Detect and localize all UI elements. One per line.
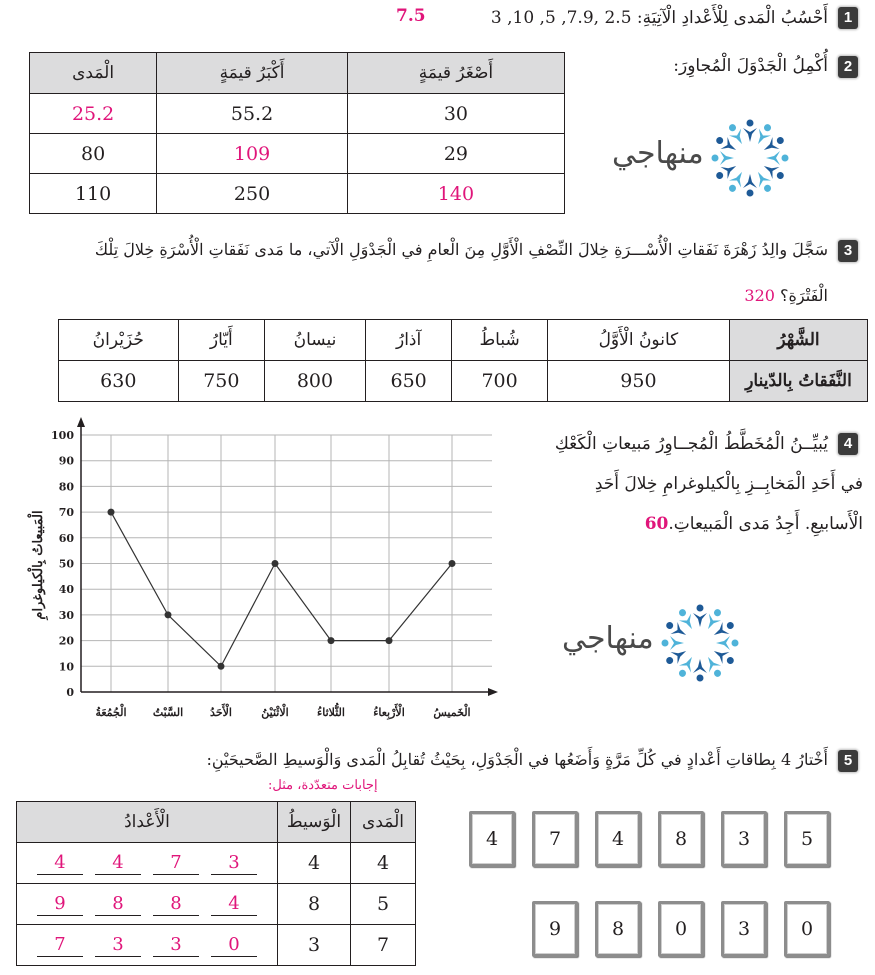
x-tick-label: الثُّلاثاءُ — [317, 706, 345, 719]
logo-text: منهاجي — [612, 136, 704, 171]
header-range: الْمَدى — [30, 53, 157, 94]
cell-numbers — [17, 843, 278, 884]
cell-min: 30 — [347, 94, 564, 134]
question-4-text-line1: يُبيِّــنُ الْمُخَطَّطُ الْمُجــاوِرُ مَبيعاتِ الْكَعْكِ — [554, 434, 828, 454]
logo-text: منهاجي — [562, 621, 654, 656]
y-tick-label: 80 — [58, 480, 74, 494]
number-blank[interactable]: 9 — [37, 893, 83, 916]
cell-range: 110 — [30, 174, 157, 214]
expense-cell: 700 — [452, 361, 547, 402]
cell-max: 109 — [157, 134, 348, 174]
number-card[interactable]: 7 — [532, 811, 578, 867]
expense-cell: 950 — [547, 361, 729, 402]
logo-figure — [766, 151, 789, 165]
y-tick-labels — [51, 429, 74, 699]
question-4-text-line2: في أَحَدِ الْمَخابِــزِ بِالْكيلوغرامِ خِلالَ أَحَدِ — [594, 474, 863, 494]
number-blank[interactable]: 8 — [95, 893, 141, 916]
question-1-text — [491, 4, 828, 32]
data-point — [449, 560, 456, 567]
question-3-text-line1: سَجَّلَ والِدُ زَهْرَةَ نَفَقاتِ الْأُسْـــرَةِ خِلالَ النِّصْفِ الْأَوَّلِ مِنَ الْعامِ في الْجَدْوَلِ الْآتي، ما مَدى نَفَقاتِ الْأُسْرَةِ خِلالَ تِلْكَ — [94, 240, 828, 259]
number-card[interactable]: 3 — [721, 811, 767, 867]
x-tick-label: الْخَميسُ — [433, 706, 471, 719]
month-cell: آذارُ — [365, 320, 452, 361]
table-row — [17, 884, 416, 925]
y-tick-label: 30 — [58, 608, 74, 622]
month-cell: شُباطُ — [452, 320, 547, 361]
question-3-prompt-end: الْفَتْرَةِ؟ — [780, 286, 828, 305]
question-3-text-line2 — [744, 282, 828, 310]
data-point — [165, 611, 172, 618]
number-card[interactable]: 9 — [532, 901, 578, 957]
question-number-badge: 1 — [838, 7, 858, 29]
number-card[interactable]: 5 — [784, 811, 830, 867]
cell-max: 55.2 — [157, 94, 348, 134]
table-row — [59, 361, 868, 402]
number-blank[interactable]: 4 — [37, 852, 83, 875]
question-1-prompt: أَحْسُبُ الْمَدى لِلْأَعْدادِ الْآتِيَةِ: 2.5 ,7.9, 5, 10, 3 — [490, 8, 828, 28]
number-blank[interactable]: 7 — [37, 934, 83, 957]
y-tick-label: 50 — [58, 557, 74, 571]
y-tick-label: 60 — [58, 531, 74, 545]
number-card[interactable]: 4 — [595, 811, 641, 867]
range-table — [29, 52, 565, 214]
number-blank[interactable]: 3 — [153, 934, 199, 957]
cell-numbers — [17, 925, 278, 966]
month-cell: نيسانُ — [265, 320, 366, 361]
range-median-table — [16, 801, 416, 966]
number-card[interactable]: 0 — [784, 901, 830, 957]
header-min: أَصْغَرُ قيمَةٍ — [347, 53, 564, 94]
chart-grid — [81, 435, 492, 692]
number-blank[interactable]: 7 — [153, 852, 199, 875]
sales-line-chart — [0, 415, 500, 725]
logo-emblem-icon — [660, 603, 740, 683]
cell-range: 7 — [351, 925, 416, 966]
table-row — [30, 174, 565, 214]
logo-figure — [712, 151, 735, 165]
manhaji-logo — [612, 118, 792, 198]
y-tick-label: 70 — [58, 506, 74, 520]
header-median: الْوَسيطُ — [278, 802, 351, 843]
logo-emblem-icon — [710, 118, 790, 198]
y-tick-label: 0 — [66, 686, 74, 699]
question-4-text-line3 — [645, 510, 863, 538]
header-range: الْمَدى — [351, 802, 416, 843]
expense-cell: 650 — [365, 361, 452, 402]
cell-min: 29 — [347, 134, 564, 174]
question-5-text: أَخْتارُ 4 بِطاقاتِ أَعْدادٍ في كُلِّ مَرَّةٍ وَأَضَعُها في الْجَدْوَلِ، بِحَيْثُ تُقابِلُ الْمَدى وَالْوَسيطِ الصَّحيحَيْنِ: — [206, 750, 828, 769]
data-point — [218, 663, 225, 670]
expense-cell: 630 — [59, 361, 179, 402]
cell-range: 5 — [351, 884, 416, 925]
number-blank[interactable]: 4 — [95, 852, 141, 875]
data-point — [386, 637, 393, 644]
number-card[interactable]: 3 — [721, 901, 767, 957]
question-3-answer: 320 — [744, 286, 775, 305]
number-blank[interactable]: 0 — [211, 934, 257, 957]
cell-median: 3 — [278, 925, 351, 966]
question-1-answer: 7.5 — [396, 6, 426, 26]
cell-range: 80 — [30, 134, 157, 174]
y-axis-arrow-icon — [77, 417, 85, 427]
x-tick-label: الْجُمُعَةُ — [95, 706, 127, 719]
row-header-month: الشَّهْرُ — [730, 320, 868, 361]
y-tick-label: 10 — [58, 660, 74, 674]
question-4-answer: 60 — [644, 514, 669, 534]
month-cell: كانونُ الْأَوَّلُ — [547, 320, 729, 361]
row-header-expenses: النَّفَقاتُ بِالدّينارِ — [730, 361, 868, 402]
number-card[interactable]: 0 — [658, 901, 704, 957]
question-number-badge: 4 — [838, 433, 858, 455]
cell-max: 250 — [157, 174, 348, 214]
x-tick-label: الْاثْنَيْنُ — [261, 706, 289, 719]
logo-figure — [716, 636, 739, 650]
table-row — [17, 843, 416, 884]
data-point — [108, 509, 115, 516]
cell-range: 25.2 — [30, 94, 157, 134]
number-card[interactable]: 8 — [595, 901, 641, 957]
header-max: أَكْبَرُ قيمَةٍ — [157, 53, 348, 94]
y-tick-label: 20 — [58, 634, 74, 648]
chart-axes — [77, 417, 498, 696]
month-cell: حُزَيْرانُ — [59, 320, 179, 361]
number-card[interactable]: 4 — [469, 811, 515, 867]
number-blank[interactable]: 4 — [211, 893, 257, 916]
number-blank[interactable]: 8 — [153, 893, 199, 916]
cell-numbers — [17, 884, 278, 925]
expense-cell: 750 — [178, 361, 265, 402]
month-cell: أَيّارُ — [178, 320, 265, 361]
logo-figure — [743, 120, 757, 143]
cell-median: 4 — [278, 843, 351, 884]
table-header-row — [17, 802, 416, 843]
x-axis-arrow-icon — [488, 688, 498, 696]
table-row — [30, 134, 565, 174]
y-tick-label: 100 — [51, 429, 74, 442]
header-numbers: الْأَعْدادُ — [17, 802, 278, 843]
x-tick-label: الْأَحَدُ — [210, 706, 232, 719]
x-tick-labels — [95, 702, 470, 719]
question-number-badge: 5 — [838, 750, 858, 772]
x-tick-label: السَّبْتُ — [152, 706, 184, 719]
multiple-answers-note: إجابات متعدّدة، مثل: — [268, 778, 378, 793]
number-blank[interactable]: 3 — [211, 852, 257, 875]
cell-median: 8 — [278, 884, 351, 925]
cell-range: 4 — [351, 843, 416, 884]
logo-figure — [662, 636, 685, 650]
number-blank[interactable]: 3 — [95, 934, 141, 957]
cell-min: 140 — [347, 174, 564, 214]
question-number-badge: 2 — [838, 56, 858, 78]
data-point — [328, 637, 335, 644]
question-number-badge: 3 — [838, 240, 858, 262]
logo-figure — [693, 659, 707, 682]
manhaji-logo — [562, 603, 742, 683]
data-point — [272, 560, 279, 567]
expense-cell: 800 — [265, 361, 366, 402]
y-tick-label: 40 — [58, 583, 74, 597]
y-axis-label: الْمَبيعاتُ بِالْكيلوغرامِ — [31, 510, 46, 620]
x-tick-label: الْأَرْبِعاءُ — [373, 706, 405, 719]
table-header-row — [30, 53, 565, 94]
expenses-table — [58, 319, 868, 402]
table-row — [17, 925, 416, 966]
question-2-text: أُكْمِلُ الْجَدْوَلَ الْمُجاوِرَ: — [673, 56, 828, 76]
logo-figure — [693, 605, 707, 628]
logo-figure — [743, 174, 757, 197]
table-row — [59, 320, 868, 361]
question-4-prompt-end: الْأَسابيعِ. أَجِدُ مَدى الْمَبيعاتِ. — [668, 514, 863, 534]
y-tick-label: 90 — [58, 454, 74, 468]
table-row — [30, 94, 565, 134]
number-card[interactable]: 8 — [658, 811, 704, 867]
